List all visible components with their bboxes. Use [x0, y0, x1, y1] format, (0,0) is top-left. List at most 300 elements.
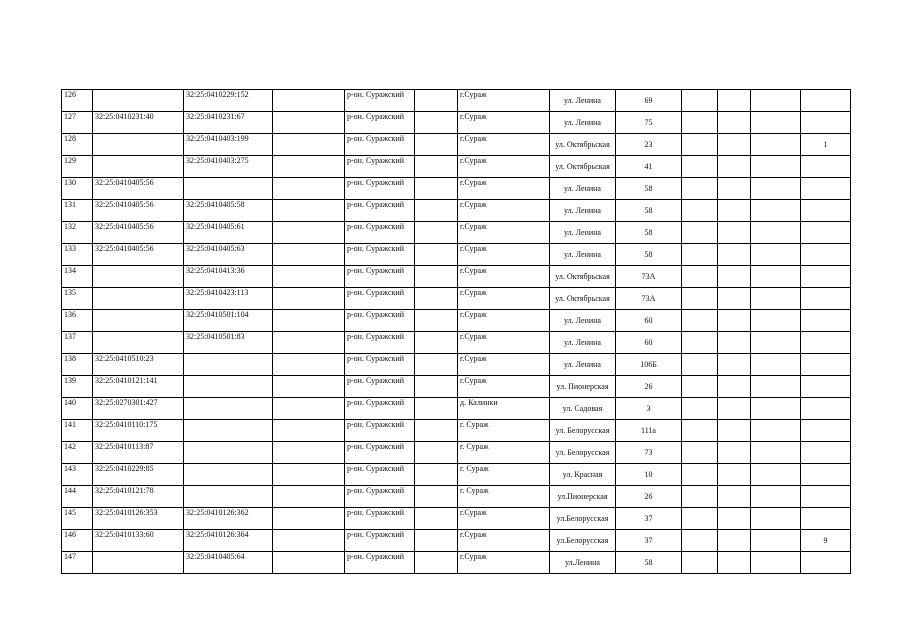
- house-number-cell: 106Б: [616, 354, 682, 376]
- district-cell: р-он. Суражский: [345, 288, 415, 310]
- empty-cell: [751, 200, 801, 222]
- empty-cell: [751, 376, 801, 398]
- street-cell: ул. Октябрьская: [550, 288, 616, 310]
- document-page: [61, 89, 851, 574]
- object-cadastral-number-cell: [184, 398, 273, 420]
- street-cell: ул. Красная: [550, 464, 616, 486]
- empty-cell: [273, 90, 345, 112]
- table-row: [62, 420, 851, 442]
- empty-cell: [682, 354, 718, 376]
- empty-cell: [682, 134, 718, 156]
- object-cadastral-number-cell: [184, 354, 273, 376]
- district-cell: р-он. Суражский: [345, 112, 415, 134]
- table-row: [62, 222, 851, 244]
- table-row: [62, 310, 851, 332]
- empty-cell: [718, 200, 751, 222]
- object-cadastral-number-cell: 32:25:0410405:63: [184, 244, 273, 266]
- town-cell: г.Сураж: [458, 288, 550, 310]
- table-row: [62, 332, 851, 354]
- row-number-cell: 132: [62, 222, 93, 244]
- district-cell: р-он. Суражский: [345, 530, 415, 552]
- empty-cell: [751, 398, 801, 420]
- house-number-cell: 69: [616, 90, 682, 112]
- empty-cell: [415, 266, 458, 288]
- house-number-cell: 60: [616, 332, 682, 354]
- empty-cell: [718, 420, 751, 442]
- cadastral-number-cell: [93, 288, 184, 310]
- row-number-cell: 137: [62, 332, 93, 354]
- empty-cell: [751, 530, 801, 552]
- street-cell: ул.Ленина: [550, 552, 616, 574]
- district-cell: р-он. Суражский: [345, 222, 415, 244]
- empty-cell: [718, 442, 751, 464]
- row-number-cell: 145: [62, 508, 93, 530]
- empty-cell: [682, 222, 718, 244]
- table-row: [62, 552, 851, 574]
- empty-cell: [718, 398, 751, 420]
- house-number-cell: 26: [616, 376, 682, 398]
- cadastral-number-cell: 32:25:0410405:56: [93, 244, 184, 266]
- extra-value-cell: [801, 486, 851, 508]
- house-number-cell: 58: [616, 244, 682, 266]
- cadastral-number-cell: 32:25:0410405:56: [93, 200, 184, 222]
- empty-cell: [682, 156, 718, 178]
- empty-cell: [682, 508, 718, 530]
- table-row: [62, 156, 851, 178]
- empty-cell: [273, 530, 345, 552]
- table-row: [62, 90, 851, 112]
- empty-cell: [682, 90, 718, 112]
- cadastral-number-cell: 32:25:0270301:427: [93, 398, 184, 420]
- district-cell: р-он. Суражский: [345, 508, 415, 530]
- cadastral-number-cell: [93, 156, 184, 178]
- row-number-cell: 133: [62, 244, 93, 266]
- cadastral-number-cell: [93, 310, 184, 332]
- empty-cell: [273, 178, 345, 200]
- district-cell: р-он. Суражский: [345, 178, 415, 200]
- empty-cell: [751, 90, 801, 112]
- town-cell: г.Сураж: [458, 156, 550, 178]
- district-cell: р-он. Суражский: [345, 398, 415, 420]
- district-cell: р-он. Суражский: [345, 464, 415, 486]
- object-cadastral-number-cell: 32:25:0410231:67: [184, 112, 273, 134]
- empty-cell: [273, 310, 345, 332]
- table-row: [62, 398, 851, 420]
- empty-cell: [751, 464, 801, 486]
- cadastral-number-cell: [93, 552, 184, 574]
- house-number-cell: 37: [616, 508, 682, 530]
- town-cell: г.Сураж: [458, 134, 550, 156]
- street-cell: ул. Октябрьская: [550, 134, 616, 156]
- extra-value-cell: 9: [801, 530, 851, 552]
- district-cell: р-он. Суражский: [345, 376, 415, 398]
- extra-value-cell: [801, 442, 851, 464]
- object-cadastral-number-cell: [184, 376, 273, 398]
- object-cadastral-number-cell: 32:25:0410229:152: [184, 90, 273, 112]
- extra-value-cell: [801, 200, 851, 222]
- object-cadastral-number-cell: 32:25:0410423:113: [184, 288, 273, 310]
- cadastral-number-cell: 32:25:0410510:23: [93, 354, 184, 376]
- empty-cell: [682, 530, 718, 552]
- extra-value-cell: [801, 90, 851, 112]
- street-cell: ул. Ленина: [550, 90, 616, 112]
- empty-cell: [682, 464, 718, 486]
- empty-cell: [415, 244, 458, 266]
- extra-value-cell: [801, 376, 851, 398]
- empty-cell: [718, 464, 751, 486]
- town-cell: г.Сураж: [458, 112, 550, 134]
- extra-value-cell: [801, 552, 851, 574]
- extra-value-cell: [801, 332, 851, 354]
- district-cell: р-он. Суражский: [345, 552, 415, 574]
- object-cadastral-number-cell: [184, 464, 273, 486]
- empty-cell: [751, 244, 801, 266]
- street-cell: ул. Садовая: [550, 398, 616, 420]
- empty-cell: [718, 244, 751, 266]
- extra-value-cell: [801, 508, 851, 530]
- empty-cell: [415, 200, 458, 222]
- extra-value-cell: [801, 266, 851, 288]
- town-cell: г.Сураж: [458, 508, 550, 530]
- object-cadastral-number-cell: [184, 442, 273, 464]
- empty-cell: [718, 530, 751, 552]
- extra-value-cell: 1: [801, 134, 851, 156]
- street-cell: ул. Белорусская: [550, 420, 616, 442]
- empty-cell: [682, 178, 718, 200]
- empty-cell: [415, 420, 458, 442]
- table-row: [62, 530, 851, 552]
- table-row: [62, 486, 851, 508]
- extra-value-cell: [801, 244, 851, 266]
- empty-cell: [718, 178, 751, 200]
- empty-cell: [273, 398, 345, 420]
- empty-cell: [718, 552, 751, 574]
- house-number-cell: 41: [616, 156, 682, 178]
- empty-cell: [682, 398, 718, 420]
- house-number-cell: 58: [616, 552, 682, 574]
- object-cadastral-number-cell: 32:25:0410126:362: [184, 508, 273, 530]
- empty-cell: [718, 486, 751, 508]
- street-cell: ул. Ленина: [550, 244, 616, 266]
- empty-cell: [415, 222, 458, 244]
- table-row: [62, 134, 851, 156]
- table-row: [62, 200, 851, 222]
- row-number-cell: 135: [62, 288, 93, 310]
- extra-value-cell: [801, 420, 851, 442]
- table-row: [62, 244, 851, 266]
- town-cell: г.Сураж: [458, 266, 550, 288]
- street-cell: ул. Ленина: [550, 222, 616, 244]
- empty-cell: [273, 486, 345, 508]
- district-cell: р-он. Суражский: [345, 442, 415, 464]
- address-table: [61, 89, 851, 574]
- table-row: [62, 354, 851, 376]
- town-cell: г.Сураж: [458, 310, 550, 332]
- table-row: [62, 112, 851, 134]
- cadastral-number-cell: 32:25:0410229:85: [93, 464, 184, 486]
- empty-cell: [718, 222, 751, 244]
- extra-value-cell: [801, 178, 851, 200]
- row-number-cell: 129: [62, 156, 93, 178]
- empty-cell: [415, 508, 458, 530]
- empty-cell: [682, 244, 718, 266]
- district-cell: р-он. Суражский: [345, 420, 415, 442]
- empty-cell: [751, 222, 801, 244]
- extra-value-cell: [801, 288, 851, 310]
- object-cadastral-number-cell: 32:25:0410405:58: [184, 200, 273, 222]
- empty-cell: [273, 200, 345, 222]
- empty-cell: [682, 442, 718, 464]
- empty-cell: [751, 552, 801, 574]
- empty-cell: [718, 90, 751, 112]
- cadastral-number-cell: [93, 134, 184, 156]
- town-cell: г.Сураж: [458, 244, 550, 266]
- district-cell: р-он. Суражский: [345, 486, 415, 508]
- table-row: [62, 464, 851, 486]
- empty-cell: [415, 90, 458, 112]
- district-cell: р-он. Суражский: [345, 134, 415, 156]
- empty-cell: [273, 266, 345, 288]
- cadastral-number-cell: [93, 332, 184, 354]
- cadastral-number-cell: 32:25:0410113:87: [93, 442, 184, 464]
- row-number-cell: 136: [62, 310, 93, 332]
- empty-cell: [415, 178, 458, 200]
- table-row: [62, 376, 851, 398]
- house-number-cell: 75: [616, 112, 682, 134]
- district-cell: р-он. Суражский: [345, 156, 415, 178]
- empty-cell: [751, 486, 801, 508]
- town-cell: г. Сураж: [458, 442, 550, 464]
- row-number-cell: 147: [62, 552, 93, 574]
- town-cell: г.Сураж: [458, 354, 550, 376]
- street-cell: ул. Октябрьская: [550, 156, 616, 178]
- empty-cell: [751, 354, 801, 376]
- cadastral-number-cell: [93, 90, 184, 112]
- town-cell: г.Сураж: [458, 376, 550, 398]
- street-cell: ул. Ленина: [550, 332, 616, 354]
- empty-cell: [273, 332, 345, 354]
- empty-cell: [682, 200, 718, 222]
- empty-cell: [415, 134, 458, 156]
- cadastral-number-cell: 32:25:0410126:353: [93, 508, 184, 530]
- empty-cell: [751, 134, 801, 156]
- table-row: [62, 178, 851, 200]
- town-cell: г.Сураж: [458, 332, 550, 354]
- row-number-cell: 128: [62, 134, 93, 156]
- empty-cell: [273, 552, 345, 574]
- cadastral-number-cell: 32:25:0410231:40: [93, 112, 184, 134]
- empty-cell: [682, 332, 718, 354]
- street-cell: ул. Ленина: [550, 112, 616, 134]
- object-cadastral-number-cell: 32:25:0410403:275: [184, 156, 273, 178]
- district-cell: р-он. Суражский: [345, 332, 415, 354]
- empty-cell: [273, 244, 345, 266]
- empty-cell: [718, 112, 751, 134]
- table-row: [62, 508, 851, 530]
- empty-cell: [273, 376, 345, 398]
- empty-cell: [415, 486, 458, 508]
- empty-cell: [751, 266, 801, 288]
- empty-cell: [718, 134, 751, 156]
- empty-cell: [682, 486, 718, 508]
- town-cell: г. Сураж: [458, 420, 550, 442]
- row-number-cell: 144: [62, 486, 93, 508]
- house-number-cell: 73: [616, 442, 682, 464]
- street-cell: ул. Октябрьская: [550, 266, 616, 288]
- district-cell: р-он. Суражский: [345, 90, 415, 112]
- town-cell: г.Сураж: [458, 530, 550, 552]
- house-number-cell: 60: [616, 310, 682, 332]
- empty-cell: [273, 442, 345, 464]
- row-number-cell: 141: [62, 420, 93, 442]
- town-cell: г.Сураж: [458, 552, 550, 574]
- extra-value-cell: [801, 464, 851, 486]
- town-cell: г. Сураж: [458, 464, 550, 486]
- object-cadastral-number-cell: 32:25:0410501:104: [184, 310, 273, 332]
- street-cell: ул. Белорусская: [550, 442, 616, 464]
- empty-cell: [415, 376, 458, 398]
- district-cell: р-он. Суражский: [345, 244, 415, 266]
- empty-cell: [682, 112, 718, 134]
- empty-cell: [415, 332, 458, 354]
- empty-cell: [682, 552, 718, 574]
- empty-cell: [682, 288, 718, 310]
- empty-cell: [415, 288, 458, 310]
- table-row: [62, 442, 851, 464]
- empty-cell: [273, 222, 345, 244]
- house-number-cell: 58: [616, 222, 682, 244]
- empty-cell: [682, 310, 718, 332]
- empty-cell: [682, 266, 718, 288]
- street-cell: ул.Белорусская: [550, 508, 616, 530]
- row-number-cell: 142: [62, 442, 93, 464]
- cadastral-number-cell: 32:25:0410133:60: [93, 530, 184, 552]
- street-cell: ул.Пионерская: [550, 486, 616, 508]
- house-number-cell: 3: [616, 398, 682, 420]
- town-cell: г.Сураж: [458, 200, 550, 222]
- empty-cell: [718, 354, 751, 376]
- empty-cell: [415, 398, 458, 420]
- object-cadastral-number-cell: [184, 178, 273, 200]
- empty-cell: [751, 288, 801, 310]
- house-number-cell: 58: [616, 200, 682, 222]
- empty-cell: [415, 310, 458, 332]
- street-cell: ул. Пионерская: [550, 376, 616, 398]
- street-cell: ул.Белорусская: [550, 530, 616, 552]
- cadastral-number-cell: 32:25:0410405:56: [93, 178, 184, 200]
- street-cell: ул. Ленина: [550, 310, 616, 332]
- object-cadastral-number-cell: 32:25:0410405:64: [184, 552, 273, 574]
- extra-value-cell: [801, 398, 851, 420]
- empty-cell: [751, 156, 801, 178]
- table-row: [62, 288, 851, 310]
- empty-cell: [718, 332, 751, 354]
- town-cell: г.Сураж: [458, 90, 550, 112]
- district-cell: р-он. Суражский: [345, 310, 415, 332]
- object-cadastral-number-cell: 32:25:0410405:61: [184, 222, 273, 244]
- empty-cell: [415, 530, 458, 552]
- cadastral-number-cell: 32:25:0410405:56: [93, 222, 184, 244]
- empty-cell: [273, 134, 345, 156]
- extra-value-cell: [801, 354, 851, 376]
- object-cadastral-number-cell: 32:25:0410413:36: [184, 266, 273, 288]
- row-number-cell: 131: [62, 200, 93, 222]
- empty-cell: [682, 376, 718, 398]
- object-cadastral-number-cell: 32:25:0410403:199: [184, 134, 273, 156]
- empty-cell: [718, 310, 751, 332]
- empty-cell: [751, 442, 801, 464]
- empty-cell: [751, 310, 801, 332]
- row-number-cell: 143: [62, 464, 93, 486]
- empty-cell: [415, 112, 458, 134]
- empty-cell: [751, 332, 801, 354]
- row-number-cell: 126: [62, 90, 93, 112]
- empty-cell: [273, 354, 345, 376]
- empty-cell: [273, 156, 345, 178]
- empty-cell: [273, 112, 345, 134]
- town-cell: г.Сураж: [458, 222, 550, 244]
- empty-cell: [718, 508, 751, 530]
- cadastral-number-cell: [93, 266, 184, 288]
- empty-cell: [273, 464, 345, 486]
- empty-cell: [751, 508, 801, 530]
- row-number-cell: 130: [62, 178, 93, 200]
- row-number-cell: 127: [62, 112, 93, 134]
- house-number-cell: 73А: [616, 288, 682, 310]
- empty-cell: [415, 156, 458, 178]
- empty-cell: [273, 508, 345, 530]
- district-cell: р-он. Суражский: [345, 354, 415, 376]
- house-number-cell: 26: [616, 486, 682, 508]
- empty-cell: [415, 442, 458, 464]
- row-number-cell: 134: [62, 266, 93, 288]
- object-cadastral-number-cell: 32:25:0410501:83: [184, 332, 273, 354]
- house-number-cell: 23: [616, 134, 682, 156]
- district-cell: р-он. Суражский: [345, 200, 415, 222]
- empty-cell: [751, 178, 801, 200]
- house-number-cell: 10: [616, 464, 682, 486]
- town-cell: г.Сураж: [458, 178, 550, 200]
- table-row: [62, 266, 851, 288]
- empty-cell: [751, 420, 801, 442]
- house-number-cell: 37: [616, 530, 682, 552]
- house-number-cell: 111а: [616, 420, 682, 442]
- extra-value-cell: [801, 156, 851, 178]
- row-number-cell: 139: [62, 376, 93, 398]
- object-cadastral-number-cell: [184, 420, 273, 442]
- empty-cell: [273, 420, 345, 442]
- extra-value-cell: [801, 222, 851, 244]
- street-cell: ул. Ленина: [550, 354, 616, 376]
- street-cell: ул. Ленина: [550, 200, 616, 222]
- town-cell: г. Сураж: [458, 486, 550, 508]
- empty-cell: [273, 288, 345, 310]
- empty-cell: [718, 156, 751, 178]
- empty-cell: [751, 112, 801, 134]
- empty-cell: [682, 420, 718, 442]
- house-number-cell: 58: [616, 178, 682, 200]
- house-number-cell: 73А: [616, 266, 682, 288]
- cadastral-number-cell: 32:25:0410121:141: [93, 376, 184, 398]
- empty-cell: [415, 464, 458, 486]
- district-cell: р-он. Суражский: [345, 266, 415, 288]
- object-cadastral-number-cell: 32:25:0410126:364: [184, 530, 273, 552]
- street-cell: ул. Ленина: [550, 178, 616, 200]
- empty-cell: [415, 552, 458, 574]
- town-cell: д. Калинки: [458, 398, 550, 420]
- extra-value-cell: [801, 310, 851, 332]
- row-number-cell: 146: [62, 530, 93, 552]
